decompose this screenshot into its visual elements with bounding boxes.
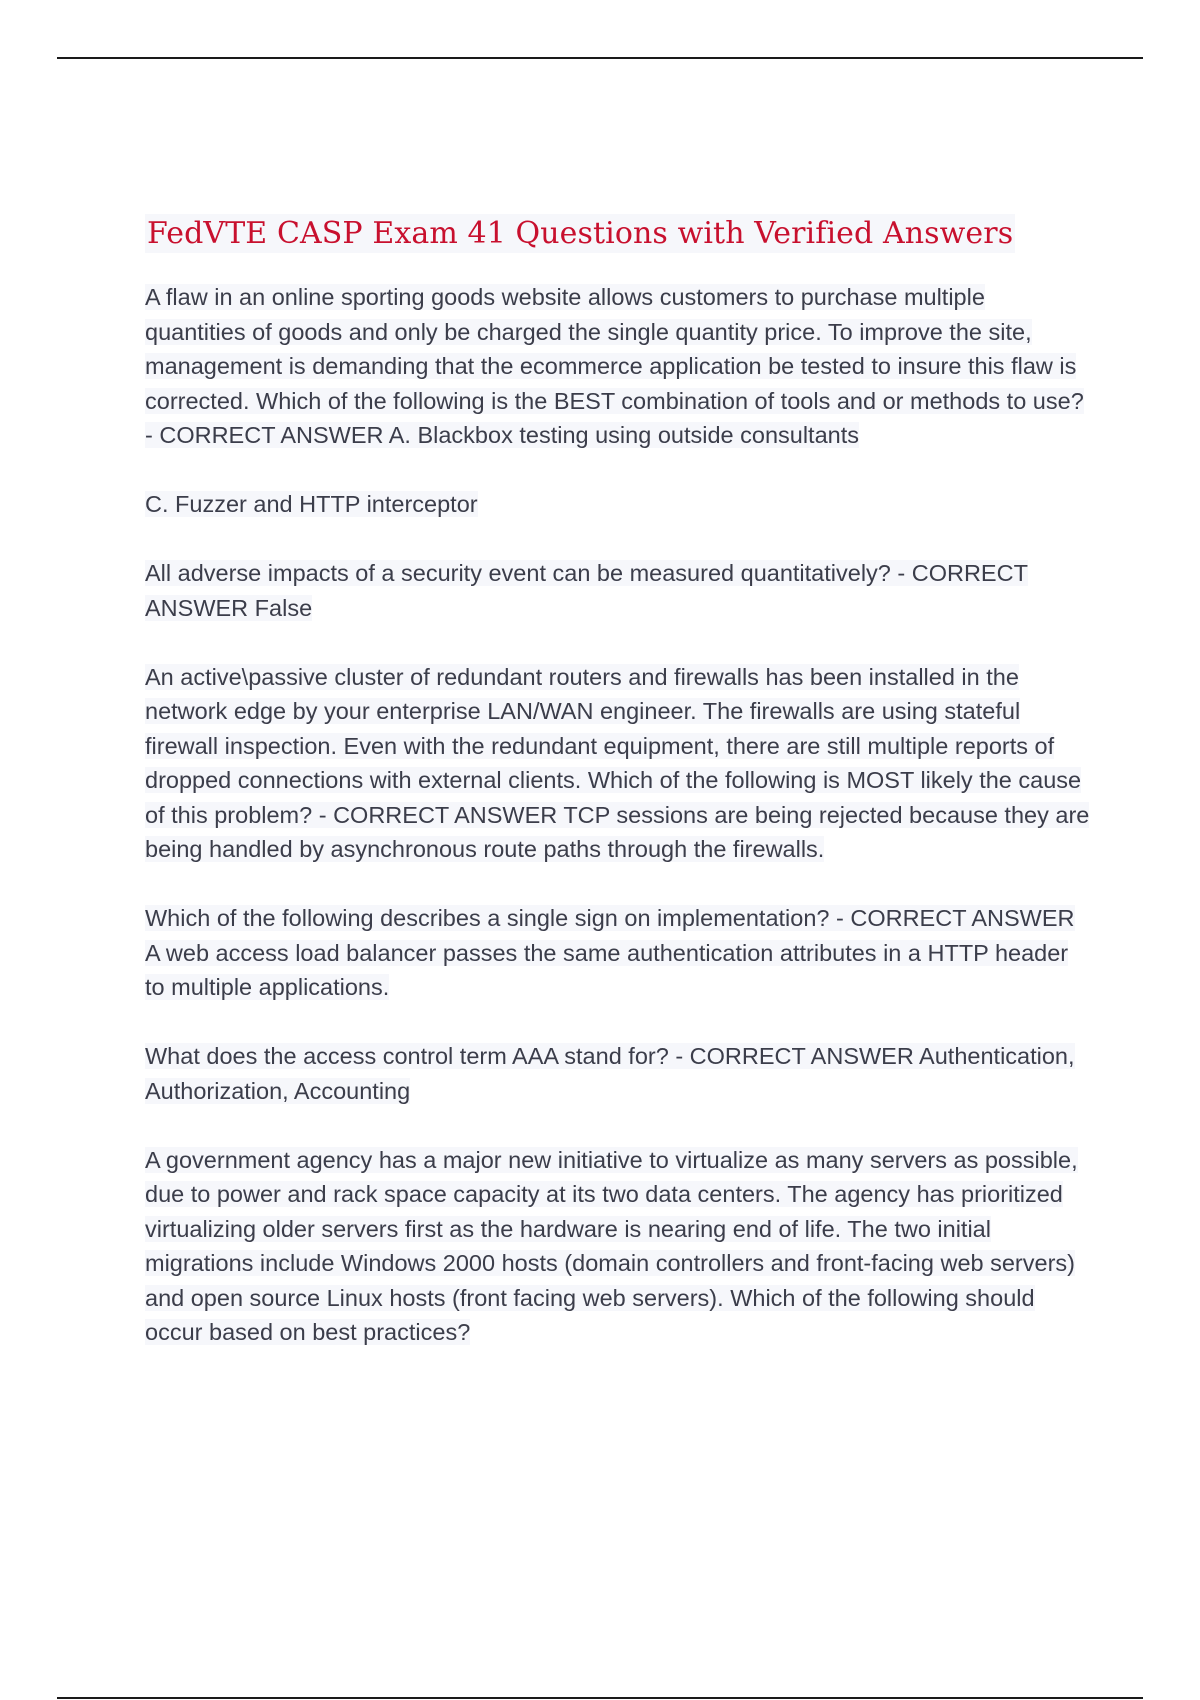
question-paragraph: An active\passive cluster of redundant routers and firewalls has been installed in the network edge by your enterprise LAN/WAN engineer. The firewalls are using stateful firewall inspection. Even with the redundant equipment, there are still multiple reports of dropped connections with external clients. Which of the following is MOST likely the cause of this problem? - CORRECT ANSWER TCP sessions are being rejected because they are being handled by asynchronous route paths through the firewalls. [145, 663, 1090, 862]
question-paragraph: Which of the following describes a single sign on implementation? - CORRECT ANSWER A web access load balancer passes the same authentication attributes in a HTTP header to multiple applications. [145, 905, 1075, 1000]
top-rule [57, 57, 1143, 59]
document-title: FedVTE CASP Exam 41 Questions with Verified Answers [147, 216, 1014, 251]
question-paragraph: What does the access control term AAA stand for? - CORRECT ANSWER Authentication, Authorization, Accounting [145, 1043, 1075, 1104]
answer-paragraph: C. Fuzzer and HTTP interceptor [145, 491, 478, 517]
bottom-rule [57, 1697, 1143, 1699]
question-paragraph: All adverse impacts of a security event can be measured quantitatively? - CORRECT ANSWER False [145, 560, 1028, 621]
question-paragraph: A government agency has a major new initiative to virtualize as many servers as possible, due to power and rack space capacity at its two data centers. The agency has prioritized virtualizing older servers first as the hardware is nearing end of life. The two initial migrations include Windows 2000 hosts (domain controllers and front-facing web servers) and open source Linux hosts (front facing web servers). Which of the following should occur based on best practices? [145, 1146, 1078, 1345]
document-body [145, 208, 1090, 1384]
question-paragraph: A flaw in an online sporting goods website allows customers to purchase multiple quantities of goods and only be charged the single quantity price. To improve the site, management is demanding that the ecommerce application be tested to insure this flaw is corrected. Which of the following is the BEST combination of tools and or methods to use? - CORRECT ANSWER A. Blackbox testing using outside consultants [145, 284, 1084, 448]
